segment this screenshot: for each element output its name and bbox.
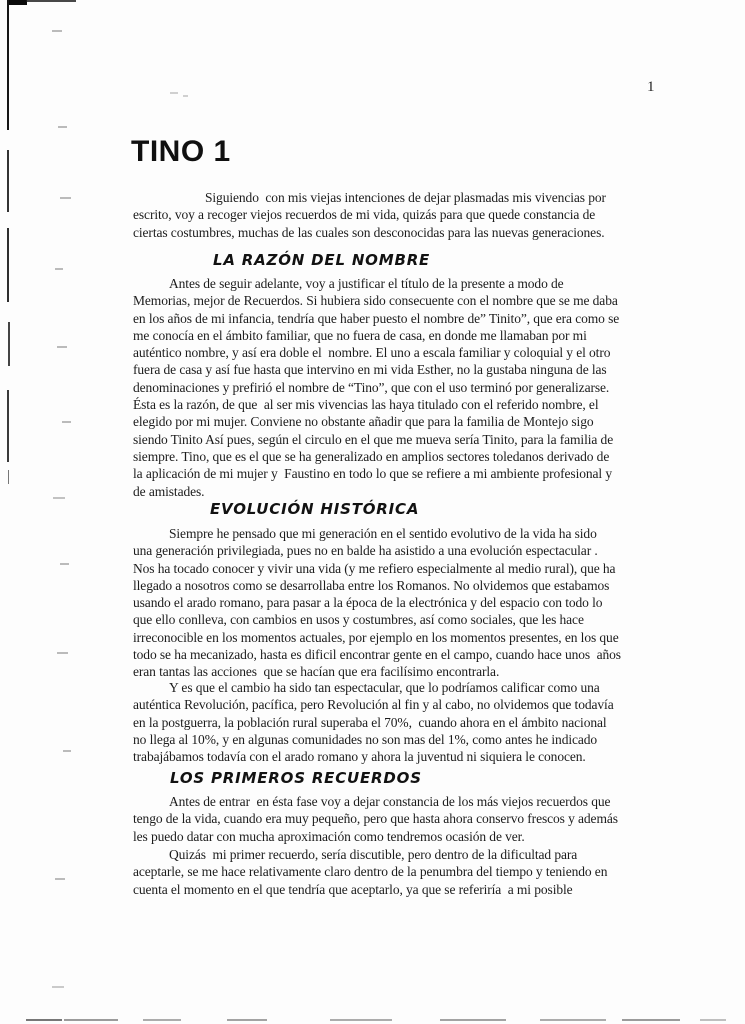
section-1-paragraph-1: Antes de seguir adelante, voy a justificar el título de la presente a modo de Memorias, mejor de Recuerdos. Si hubiera sido consecuente con el nombre que se me daba en los años de mi infancia, tendría que haber puesto el nombre de” Tinito”, que era como se me conocía en el ámbito familiar, que no fuera de casa, en donde me llamaban por mi auténtico nombre, y así era doble el nombre. El uno a escala familiar y coloquial y el otro fuera de casa y así fue hasta que intervino en mi vida Esther, no la gustaba ninguna de las denominaciones y prefirió el nombre de “Tino”, que con el uso terminó por generalizarse. Ésta es la razón, de que al ser mis vivencias las haya titulado con el referido nombre, el elegido por mi mujer. Conviene no obstante añadir que para la familia de Montejo sigo siendo Tinito Así pues, según el circulo en el que me mueva sería Tinito, para la familia de siempre. Tino, que es el que se ha generalizado en amplios sectores toledanos derivado de la aplicación de mi mujer y Faustino en todo lo que se refiere a mi ambiente profesional y de amistades. — [133, 276, 620, 499]
section-heading-evolucion-historica: EVOLUCIÓN HISTÓRICA — [210, 500, 420, 518]
scan-speck — [63, 750, 71, 752]
scan-speck — [170, 92, 178, 94]
page-number: 1 — [647, 79, 655, 95]
scan-left-edge-line — [7, 150, 9, 212]
scan-bottom-dash — [700, 1019, 726, 1021]
scan-bottom-dash — [540, 1019, 606, 1021]
scan-bottom-dash — [622, 1019, 680, 1021]
scan-speck — [58, 126, 67, 128]
scan-bottom-dash — [330, 1019, 392, 1021]
scan-speck — [55, 268, 63, 270]
scan-corner-mark — [8, 0, 27, 5]
scan-speck — [53, 497, 65, 499]
intro-paragraph: Siguiendo con mis viejas intenciones de dejar plasmadas mis vivencias por escrito, voy a recoger viejos recuerdos de mi vida, quizás para que quede constancia de ciertas costumbres, muchas de las cuales son desconocidas para las nuevas generaciones. — [133, 190, 606, 240]
scan-speck — [60, 563, 69, 565]
scan-speck — [52, 986, 64, 988]
scan-speck — [60, 197, 71, 199]
scan-left-edge-line — [7, 228, 9, 302]
document-title: TINO 1 — [131, 135, 231, 168]
scan-speck — [62, 421, 71, 423]
scan-speck — [57, 652, 68, 654]
section-2-paragraph-1: Siempre he pensado que mi generación en el sentido evolutivo de la vida ha sido una generación privilegiada, pues no en balde ha asistido a una evolución espectacular . Nos ha tocado conocer y vivir una vida (y me refiero especialmente al medio rural), que ha llegado a nosotros como se desarrollaba entre los Romanos. No olvidemos que estabamos usando el arado romano, para pasar a la época de la electrónica y del espacio con todo lo que ello conlleva, con cambios en usos y costumbres, así como sociales, que les hace irreconocible en los momentos actuales, por ejemplo en los momentos presentes, en los que todo se ha mecanizado, hasta es dificil encontrar gente en el campo, cuando hace unos años eran tantas las acciones que se hacían que era facilísimo encontrarla. — [133, 526, 621, 680]
scan-speck — [57, 346, 67, 348]
scan-left-edge-line — [8, 470, 9, 484]
scan-speck — [183, 95, 188, 97]
scan-bottom-dash — [26, 1019, 62, 1021]
section-3-paragraph-2: Quizás mi primer recuerdo, sería discutible, pero dentro de la dificultad para aceptarle, se me hace relativamente claro dentro de la penumbra del tiempo y teniendo en cuenta el momento en el que tendría que aceptarlo, ya que se referiría a mi posible — [133, 847, 608, 897]
scan-bottom-dash — [143, 1019, 181, 1021]
scan-speck — [55, 878, 65, 880]
scan-left-edge-line — [8, 322, 10, 366]
section-heading-los-primeros-recuerdos: LOS PRIMEROS RECUERDOS — [170, 769, 422, 787]
scan-bottom-dash — [64, 1019, 118, 1021]
scan-bottom-dash — [440, 1019, 506, 1021]
section-2-paragraph-2: Y es que el cambio ha sido tan espectacular, que lo podríamos calificar como una auténtica Revolución, pacífica, pero Revolución al fin y al cabo, no olvidemos que todavía en la postguerra, la población rural superaba el 70%, cuando ahora en el ámbito nacional no llega al 10%, y en algunas comunidades no son mas del 1%, como antes he indicado trabajábamos todavía con el arado romano y ahora la juventud ni siquiera le conocen. — [133, 680, 614, 765]
scan-bottom-dash — [227, 1019, 267, 1021]
scan-left-edge-line — [7, 0, 9, 130]
scan-speck — [52, 30, 62, 32]
scan-left-edge-line — [7, 390, 9, 462]
section-heading-la-razon-del-nombre: LA RAZÓN DEL NOMBRE — [213, 251, 431, 269]
section-3-paragraph-1: Antes de entrar en ésta fase voy a dejar constancia de los más viejos recuerdos que tengo de la vida, cuando era muy pequeño, pero que hasta ahora conservo frescos y además les puedo datar con mucha aproximación como tendremos ocasión de ver. — [133, 794, 618, 844]
scan-top-edge-line — [26, 0, 76, 2]
